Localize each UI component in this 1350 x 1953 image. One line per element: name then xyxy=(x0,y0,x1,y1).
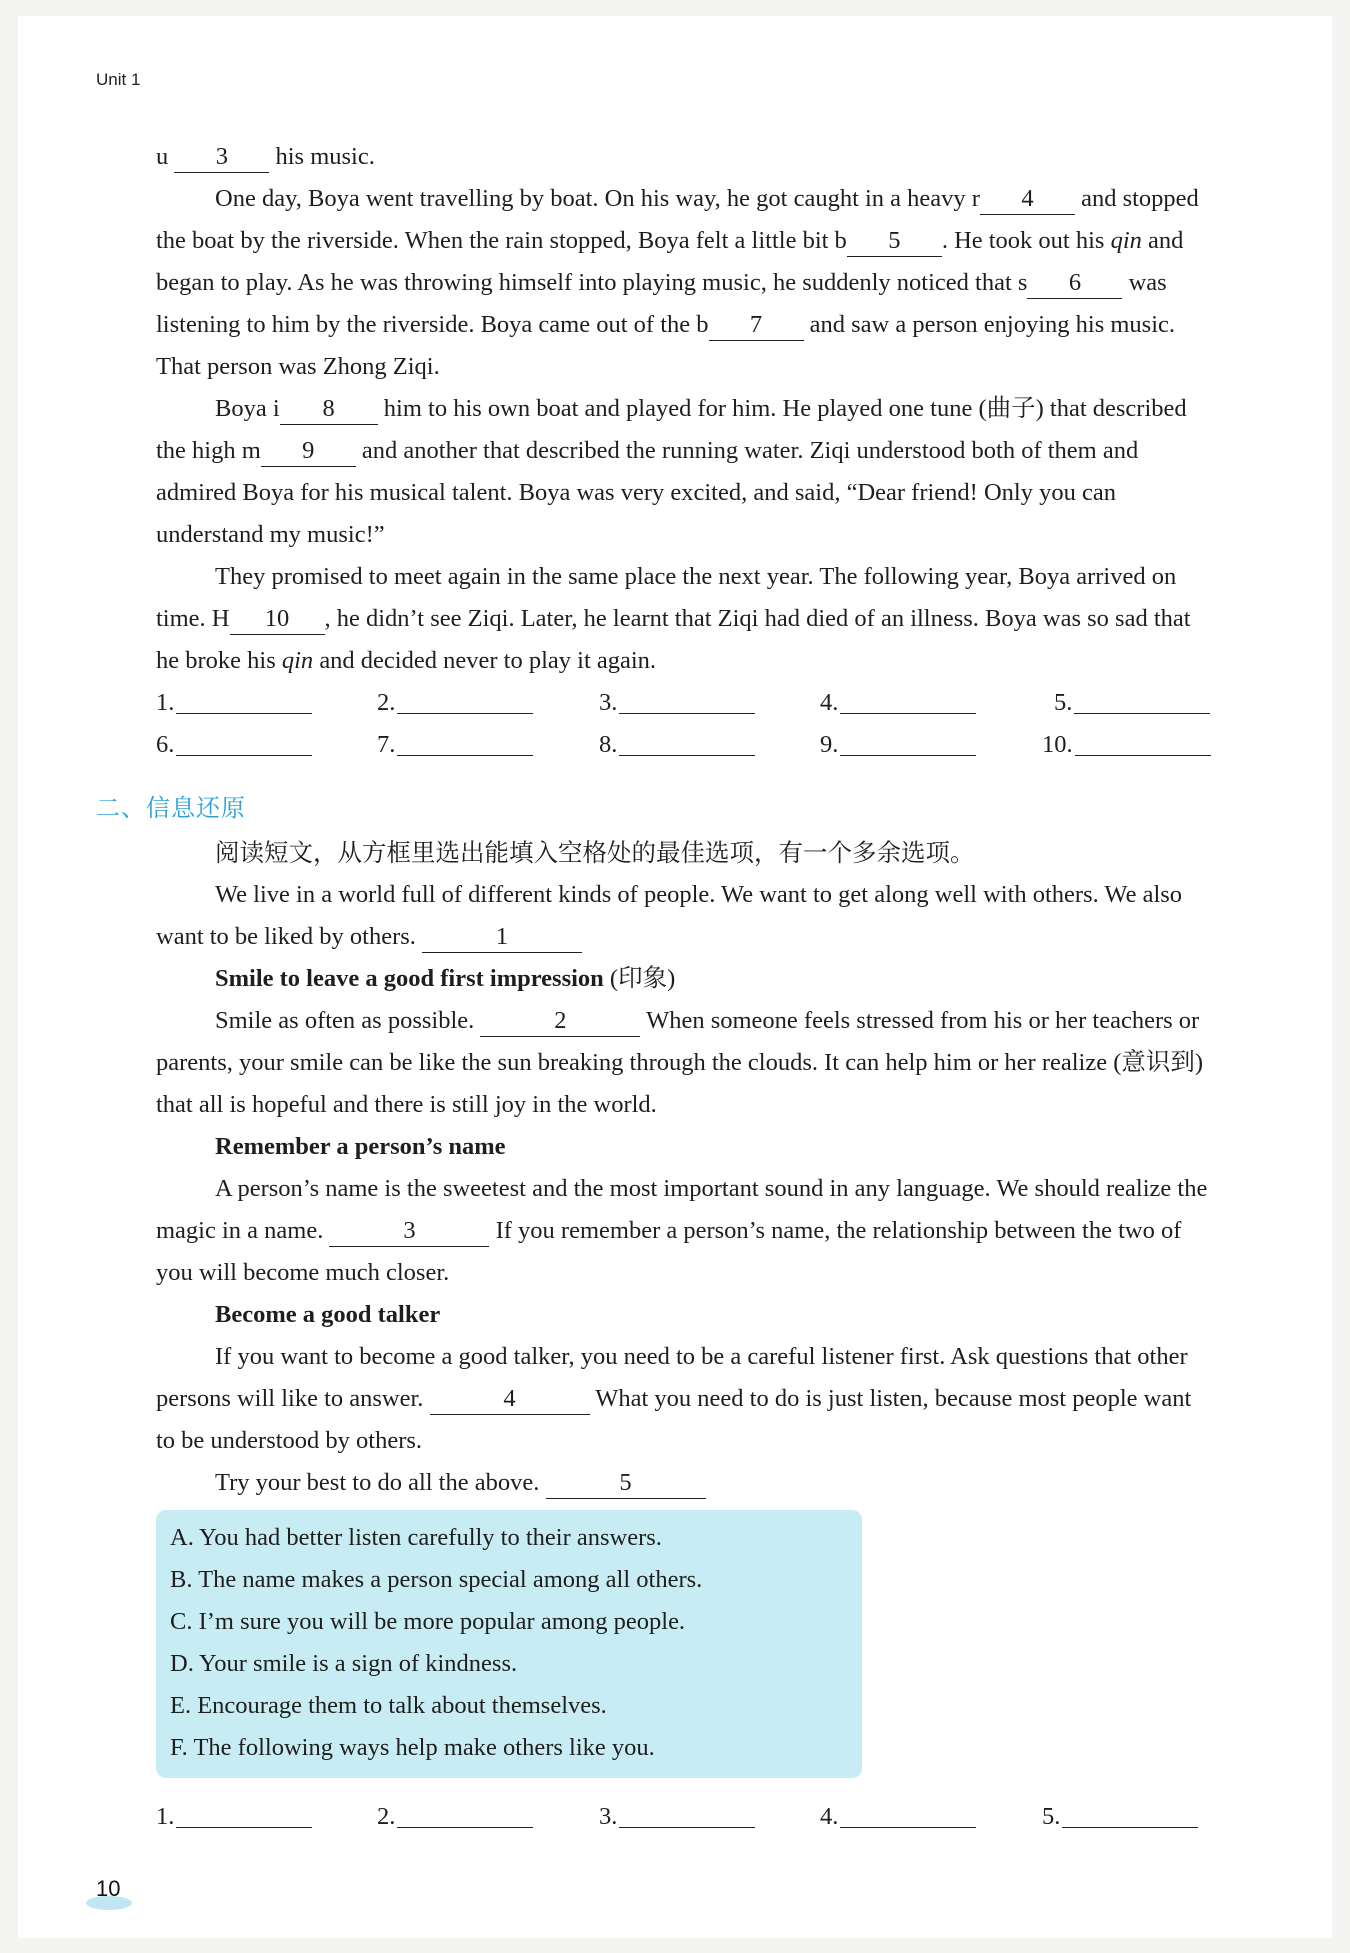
passage-info xyxy=(156,832,1216,1504)
answer-label: 4. xyxy=(820,1803,839,1830)
answer-slot-b1[interactable] xyxy=(156,1796,312,1838)
option-a: A. You had better listen carefully to their answers. xyxy=(170,1524,662,1551)
answer-line[interactable] xyxy=(397,733,533,756)
answer-line[interactable] xyxy=(1074,691,1210,714)
answer-label: 5. xyxy=(1054,689,1073,716)
blank-5[interactable]: 5 xyxy=(546,1468,706,1499)
answer-label: 6. xyxy=(156,731,175,758)
passage-line-1 xyxy=(156,136,1216,178)
text-seg: him to his own boat and played for him. He played one tune (曲子) that described the high m xyxy=(156,395,1187,464)
text-seg: They promised to meet again in the same place the next year. The following year, Boya arrived on time. H xyxy=(156,563,1177,632)
answer-slot-6[interactable] xyxy=(156,724,312,766)
answer-slot-3[interactable] xyxy=(599,682,755,724)
answer-row-2 xyxy=(156,724,1216,766)
answer-line[interactable] xyxy=(1075,733,1211,756)
smile-paragraph xyxy=(156,1000,1216,1126)
text-seg: and saw a person enjoying his music. That person was Zhong Ziqi. xyxy=(156,311,1176,380)
blank-4[interactable]: 4 xyxy=(980,184,1075,215)
answer-slot-5[interactable] xyxy=(1054,682,1210,724)
answer-line[interactable] xyxy=(619,733,755,756)
text-seg: , he didn’t see Ziqi. Later, he learnt that Ziqi had died of an illness. Boya was so sad that he broke his xyxy=(156,605,1191,674)
answer-line[interactable] xyxy=(176,1805,312,1828)
name-paragraph xyxy=(156,1168,1216,1294)
answer-label: 5. xyxy=(1042,1803,1061,1830)
text-seg: A person’s name is the sweetest and the most important sound in any language. We should realize the magic in a name. xyxy=(156,1175,1208,1244)
option-d: D. Your smile is a sign of kindness. xyxy=(170,1650,518,1677)
blank-4[interactable]: 4 xyxy=(430,1384,590,1415)
passage-paragraph-3 xyxy=(156,388,1216,556)
text-seg: If you remember a person’s name, the relationship between the two of you will become much closer. xyxy=(156,1217,1182,1286)
answer-line[interactable] xyxy=(176,691,312,714)
text-seg: and stopped the boat by the riverside. When the rain stopped, Boya felt a little bit b xyxy=(156,185,1199,254)
talker-paragraph xyxy=(156,1336,1216,1462)
answer-label: 1. xyxy=(156,1803,175,1830)
answer-slot-9[interactable] xyxy=(820,724,976,766)
text-seg: What you need to do is just listen, because most people want to be understood by others. xyxy=(156,1385,1192,1454)
blank-5[interactable]: 5 xyxy=(847,226,942,257)
answer-line[interactable] xyxy=(397,1805,533,1828)
text-seg: and another that described the running water. Ziqi understood both of them and admired Boya for his musical talent. Boya was very excited, and said, “Dear friend! Only you can understand my music!” xyxy=(156,437,1139,548)
answer-label: 9. xyxy=(820,731,839,758)
blank-8[interactable]: 8 xyxy=(280,394,378,425)
text-seg: Smile as often as possible. xyxy=(215,1007,475,1034)
qin-word: qin xyxy=(1110,227,1142,254)
blank-9[interactable]: 9 xyxy=(261,436,356,467)
answer-label: 7. xyxy=(377,731,396,758)
section-title: 二、信息还原 xyxy=(96,794,246,822)
answer-slot-7[interactable] xyxy=(377,724,533,766)
answer-line[interactable] xyxy=(619,691,755,714)
text-seg: and decided never to play it again. xyxy=(319,647,657,674)
option-b: B. The name makes a person special among all others. xyxy=(170,1566,703,1593)
text-seg: u xyxy=(156,143,169,170)
text-seg: was listening to him by the riverside. Boya came out of the b xyxy=(156,269,1167,338)
text-seg: When someone feels stressed from his or her teachers or parents, your smile can be like the sun breaking through the clouds. It can help him or her realize (意识到) that all is hopeful and there is still joy in the world. xyxy=(156,1007,1204,1118)
option-e: E. Encourage them to talk about themselves. xyxy=(170,1692,607,1719)
answer-label: 4. xyxy=(820,689,839,716)
passage-paragraph-4 xyxy=(156,556,1216,682)
answer-row-3 xyxy=(156,1796,1216,1838)
answer-slot-10[interactable] xyxy=(1042,724,1211,766)
options-box xyxy=(156,1510,862,1778)
answer-line[interactable] xyxy=(397,691,533,714)
answer-slot-2[interactable] xyxy=(377,682,533,724)
text-seg: One day, Boya went travelling by boat. On his way, he got caught in a heavy r xyxy=(215,185,980,212)
answer-label: 2. xyxy=(377,1803,396,1830)
blank-7[interactable]: 7 xyxy=(709,310,804,341)
answer-slot-b2[interactable] xyxy=(377,1796,533,1838)
answer-slot-b3[interactable] xyxy=(599,1796,755,1838)
text-seg: If you want to become a good talker, you need to be a careful listener first. Ask questions that other persons will like to answer. xyxy=(156,1343,1188,1412)
passage-paragraph-2 xyxy=(156,178,1216,388)
heading-smile xyxy=(156,958,1216,1000)
heading-text: Smile to leave a good first impression xyxy=(215,965,604,992)
answer-label: 8. xyxy=(599,731,618,758)
answer-label: 2. xyxy=(377,689,396,716)
answer-slot-4[interactable] xyxy=(820,682,976,724)
answer-line[interactable] xyxy=(1062,1805,1198,1828)
unit-label: Unit 1 xyxy=(96,70,141,89)
answer-label: 1. xyxy=(156,689,175,716)
answer-line[interactable] xyxy=(619,1805,755,1828)
page-number: 10 xyxy=(96,1876,121,1901)
heading-note: (印象) xyxy=(609,965,676,992)
intro-paragraph xyxy=(156,874,1216,958)
answer-line[interactable] xyxy=(176,733,312,756)
answer-slot-b4[interactable] xyxy=(820,1796,976,1838)
text-seg: and began to play. As he was throwing himself into playing music, he suddenly noticed that s xyxy=(156,227,1184,296)
blank-6[interactable]: 6 xyxy=(1027,268,1122,299)
answer-line[interactable] xyxy=(840,1805,976,1828)
text-seg: He took out his xyxy=(954,227,1105,254)
answer-slot-b5[interactable] xyxy=(1042,1796,1198,1838)
text-seg: . xyxy=(941,227,948,254)
blank-3[interactable]: 3 xyxy=(329,1216,489,1247)
answer-line[interactable] xyxy=(840,733,976,756)
text-seg: Try your best to do all the above. xyxy=(215,1469,540,1496)
answer-slot-1[interactable] xyxy=(156,682,312,724)
heading-talker: Become a good talker xyxy=(215,1301,441,1328)
answer-line[interactable] xyxy=(840,691,976,714)
blank-2[interactable]: 2 xyxy=(480,1006,640,1037)
text-seg: We live in a world full of different kinds of people. We want to get along well with others. We also want to be liked by others. xyxy=(156,881,1183,950)
blank-1[interactable]: 1 xyxy=(422,922,582,953)
answer-label: 10. xyxy=(1042,731,1073,758)
instruction: 阅读短文，从方框里选出能填入空格处的最佳选项，有一个多余选项。 xyxy=(215,838,975,867)
blank-10[interactable]: 10 xyxy=(230,604,325,635)
answer-slot-8[interactable] xyxy=(599,724,755,766)
passage-cloze xyxy=(156,136,1216,758)
text-seg: Boya i xyxy=(215,395,280,422)
option-c: C. I’m sure you will be more popular among people. xyxy=(170,1608,686,1635)
text-seg: his music. xyxy=(275,143,375,170)
closing-paragraph xyxy=(156,1462,1216,1504)
blank-3[interactable]: 3 xyxy=(174,142,269,173)
answer-row-1 xyxy=(156,682,1216,724)
option-f: F. The following ways help make others like you. xyxy=(170,1734,655,1761)
qin-word: qin xyxy=(281,647,314,674)
heading-name: Remember a person’s name xyxy=(215,1133,506,1160)
answer-label: 3. xyxy=(599,689,618,716)
answer-label: 3. xyxy=(599,1803,618,1830)
